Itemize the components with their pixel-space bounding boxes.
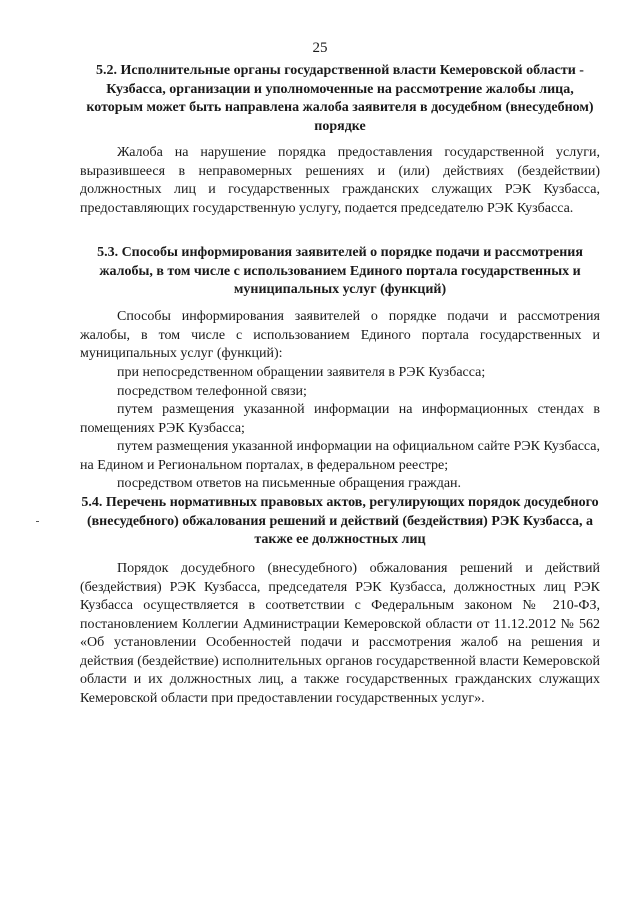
list-item: посредством телефонной связи; bbox=[117, 383, 307, 399]
section-5-3-list bbox=[80, 364, 600, 494]
section-5-4-heading: 5.4. Перечень нормативных правовых актов, регулирующих порядок досудебного (внесудебного) обжалования решений и действий (бездействия) РЭК Кузбасса, а также ее должностных лиц bbox=[81, 495, 599, 547]
margin-mark bbox=[36, 521, 39, 522]
section-5-2-body bbox=[80, 144, 600, 218]
section-5-4-body bbox=[80, 560, 600, 708]
section-5-3-intro-paragraph: Способы информирования заявителей о порядке подачи и рассмотрения жалобы, в том числе с использованием Единого портала государственных и муниципальных услуг (функций): bbox=[80, 309, 600, 361]
list-item: путем размещения указанной информации на информационных стендах в помещениях РЭК Кузбасса; bbox=[80, 402, 600, 436]
page-number: 25 bbox=[312, 40, 328, 56]
section-5-3-intro bbox=[80, 308, 600, 364]
list-item: при непосредственном обращении заявителя в РЭК Кузбасса; bbox=[117, 365, 486, 380]
section-5-2-heading: 5.2. Исполнительные органы государственной власти Кемеровской области - Кузбасса, организации и уполномоченные на рассмотрение жалобы лица, которым может быть направлена жалоба заявителя в досудебном (внесудебном) порядке bbox=[86, 63, 594, 134]
list-item: путем размещения указанной информации на официальном сайте РЭК Кузбасса, на Едином и Региональном порталах, в федеральном реестре; bbox=[80, 439, 600, 473]
section-5-2-paragraph: Жалоба на нарушение порядка предоставления государственной услуги, выразившееся в неправомерных решениях и (или) действиях (бездействии) должностных лиц и государственных гражданских служащих РЭК Кузбасса, предоставляющих государственную услугу, подается председателю РЭК Кузбасса. bbox=[80, 145, 600, 216]
section-5-4-paragraph: Порядок досудебного (внесудебного) обжалования решений и действий (бездействия) РЭК Кузбасса, председателя РЭК Кузбасса, должностных лиц РЭК Кузбасса осуществляется в соответствии с Федеральным законом № 210-ФЗ, постановлением Коллегии Администрации Кемеровской области от 11.12.2012 № 562 «Об установлении Особенностей подачи и рассмотрения жалоб на решения и действия (бездействие) исполнительных органов государственной власти Кемеровской области и их должностных лиц, а также государственных гражданских служащих Кемеровской области при предоставлении государственных услуг». bbox=[80, 561, 600, 706]
list-item: посредством ответов на письменные обращения граждан. bbox=[117, 476, 462, 491]
section-5-3-heading: 5.3. Способы информирования заявителей о порядке подачи и рассмотрения жалобы, в том числе с использованием Единого портала государственных и муниципальных услуг (функций) bbox=[97, 245, 583, 297]
